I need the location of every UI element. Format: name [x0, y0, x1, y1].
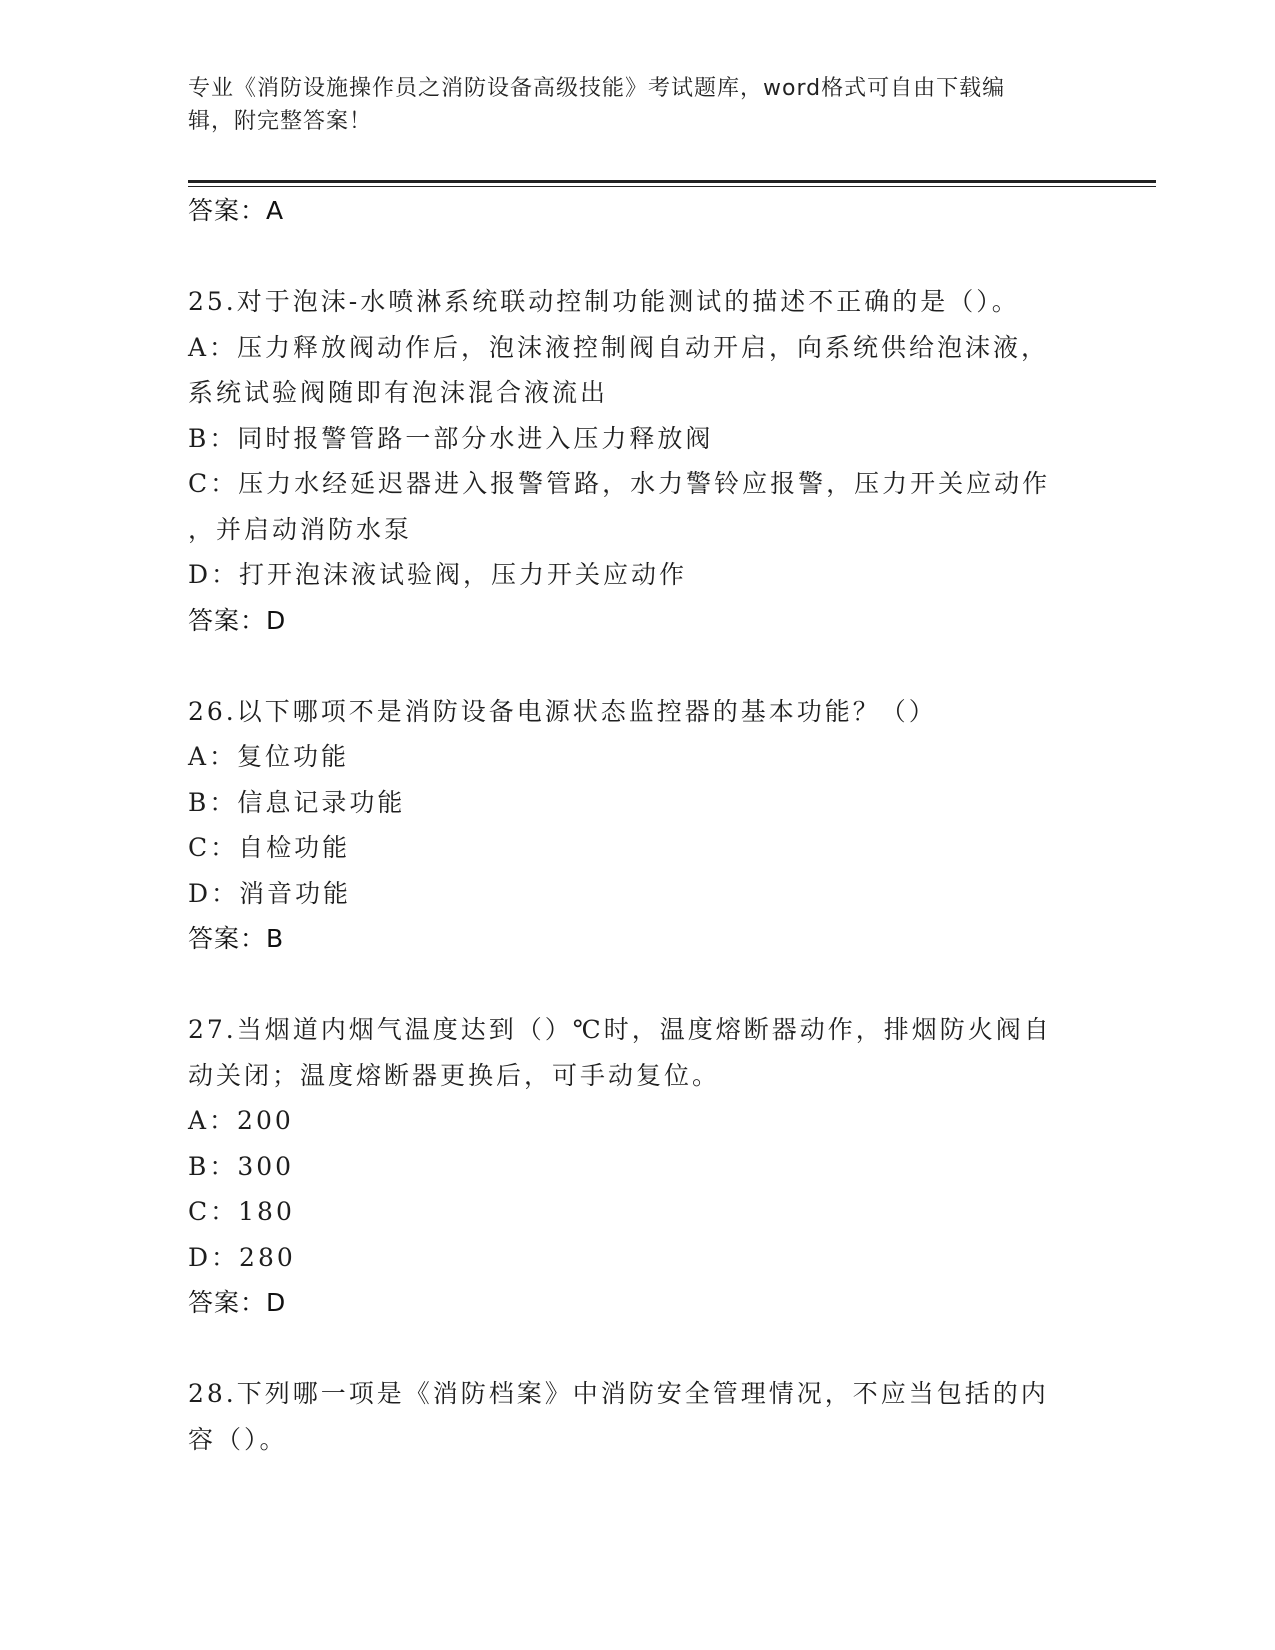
- spacer: [188, 643, 1088, 689]
- answer-line: 答案：B: [188, 924, 285, 953]
- question-stem: 容（）。: [188, 1424, 288, 1454]
- option-line: C：自检功能: [188, 833, 351, 862]
- option-line: A：复位功能: [188, 742, 350, 771]
- question-25: [188, 279, 1088, 643]
- option-line: A：200: [188, 1106, 294, 1135]
- question-stem: 27.当烟道内烟气温度达到（）℃时，温度熔断器动作，排烟防火阀自: [188, 1015, 1052, 1044]
- answer-line: 答案：A: [188, 196, 285, 225]
- header-line-1: 专业《消防设施操作员之消防设备高级技能》考试题库，word格式可自由下载编: [188, 76, 1006, 101]
- spacer: [188, 234, 1088, 280]
- option-line: D：消音功能: [188, 878, 352, 908]
- question-28: [188, 1371, 1088, 1462]
- option-line: B：300: [188, 1151, 295, 1181]
- option-line: C：180: [188, 1197, 295, 1226]
- option-line: C：压力水经延迟器进入报警管路，水力警铃应报警，压力开关应动作: [188, 469, 1051, 498]
- question-27: [188, 1007, 1088, 1326]
- question-26: [188, 689, 1088, 962]
- option-line: ，并启动消防水泵: [188, 514, 413, 544]
- spacer: [188, 962, 1088, 1008]
- option-line: D：280: [188, 1242, 296, 1272]
- question-stem: 28.下列哪一项是《消防档案》中消防安全管理情况，不应当包括的内: [188, 1379, 1049, 1408]
- question-stem: 动关闭；温度熔断器更换后，可手动复位。: [188, 1060, 721, 1090]
- option-line: A：压力释放阀动作后，泡沫液控制阀自动开启，向系统供给泡沫液，: [188, 332, 1050, 362]
- answer-line: 答案：D: [188, 605, 287, 635]
- document-body: [188, 188, 1088, 1462]
- option-line: 系统试验阀随即有泡沫混合液流出: [188, 378, 609, 407]
- spacer: [188, 1326, 1088, 1372]
- page-header: [188, 72, 1088, 138]
- header-divider-thick: [188, 180, 1156, 183]
- answer-line: 答案：D: [188, 1288, 287, 1317]
- question-stem: 26.以下哪项不是消防设备电源状态监控器的基本功能？（）: [188, 696, 937, 726]
- option-line: B：同时报警管路一部分水进入压力释放阀: [188, 423, 714, 453]
- option-line: B：信息记录功能: [188, 787, 406, 817]
- option-line: D：打开泡沫液试验阀，压力开关应动作: [188, 560, 688, 589]
- header-divider-thin: [188, 186, 1156, 187]
- header-line-2: 辑，附完整答案！: [188, 109, 373, 134]
- question-stem: 25.对于泡沫-水喷淋系统联动控制功能测试的描述不正确的是（）。: [188, 287, 1020, 316]
